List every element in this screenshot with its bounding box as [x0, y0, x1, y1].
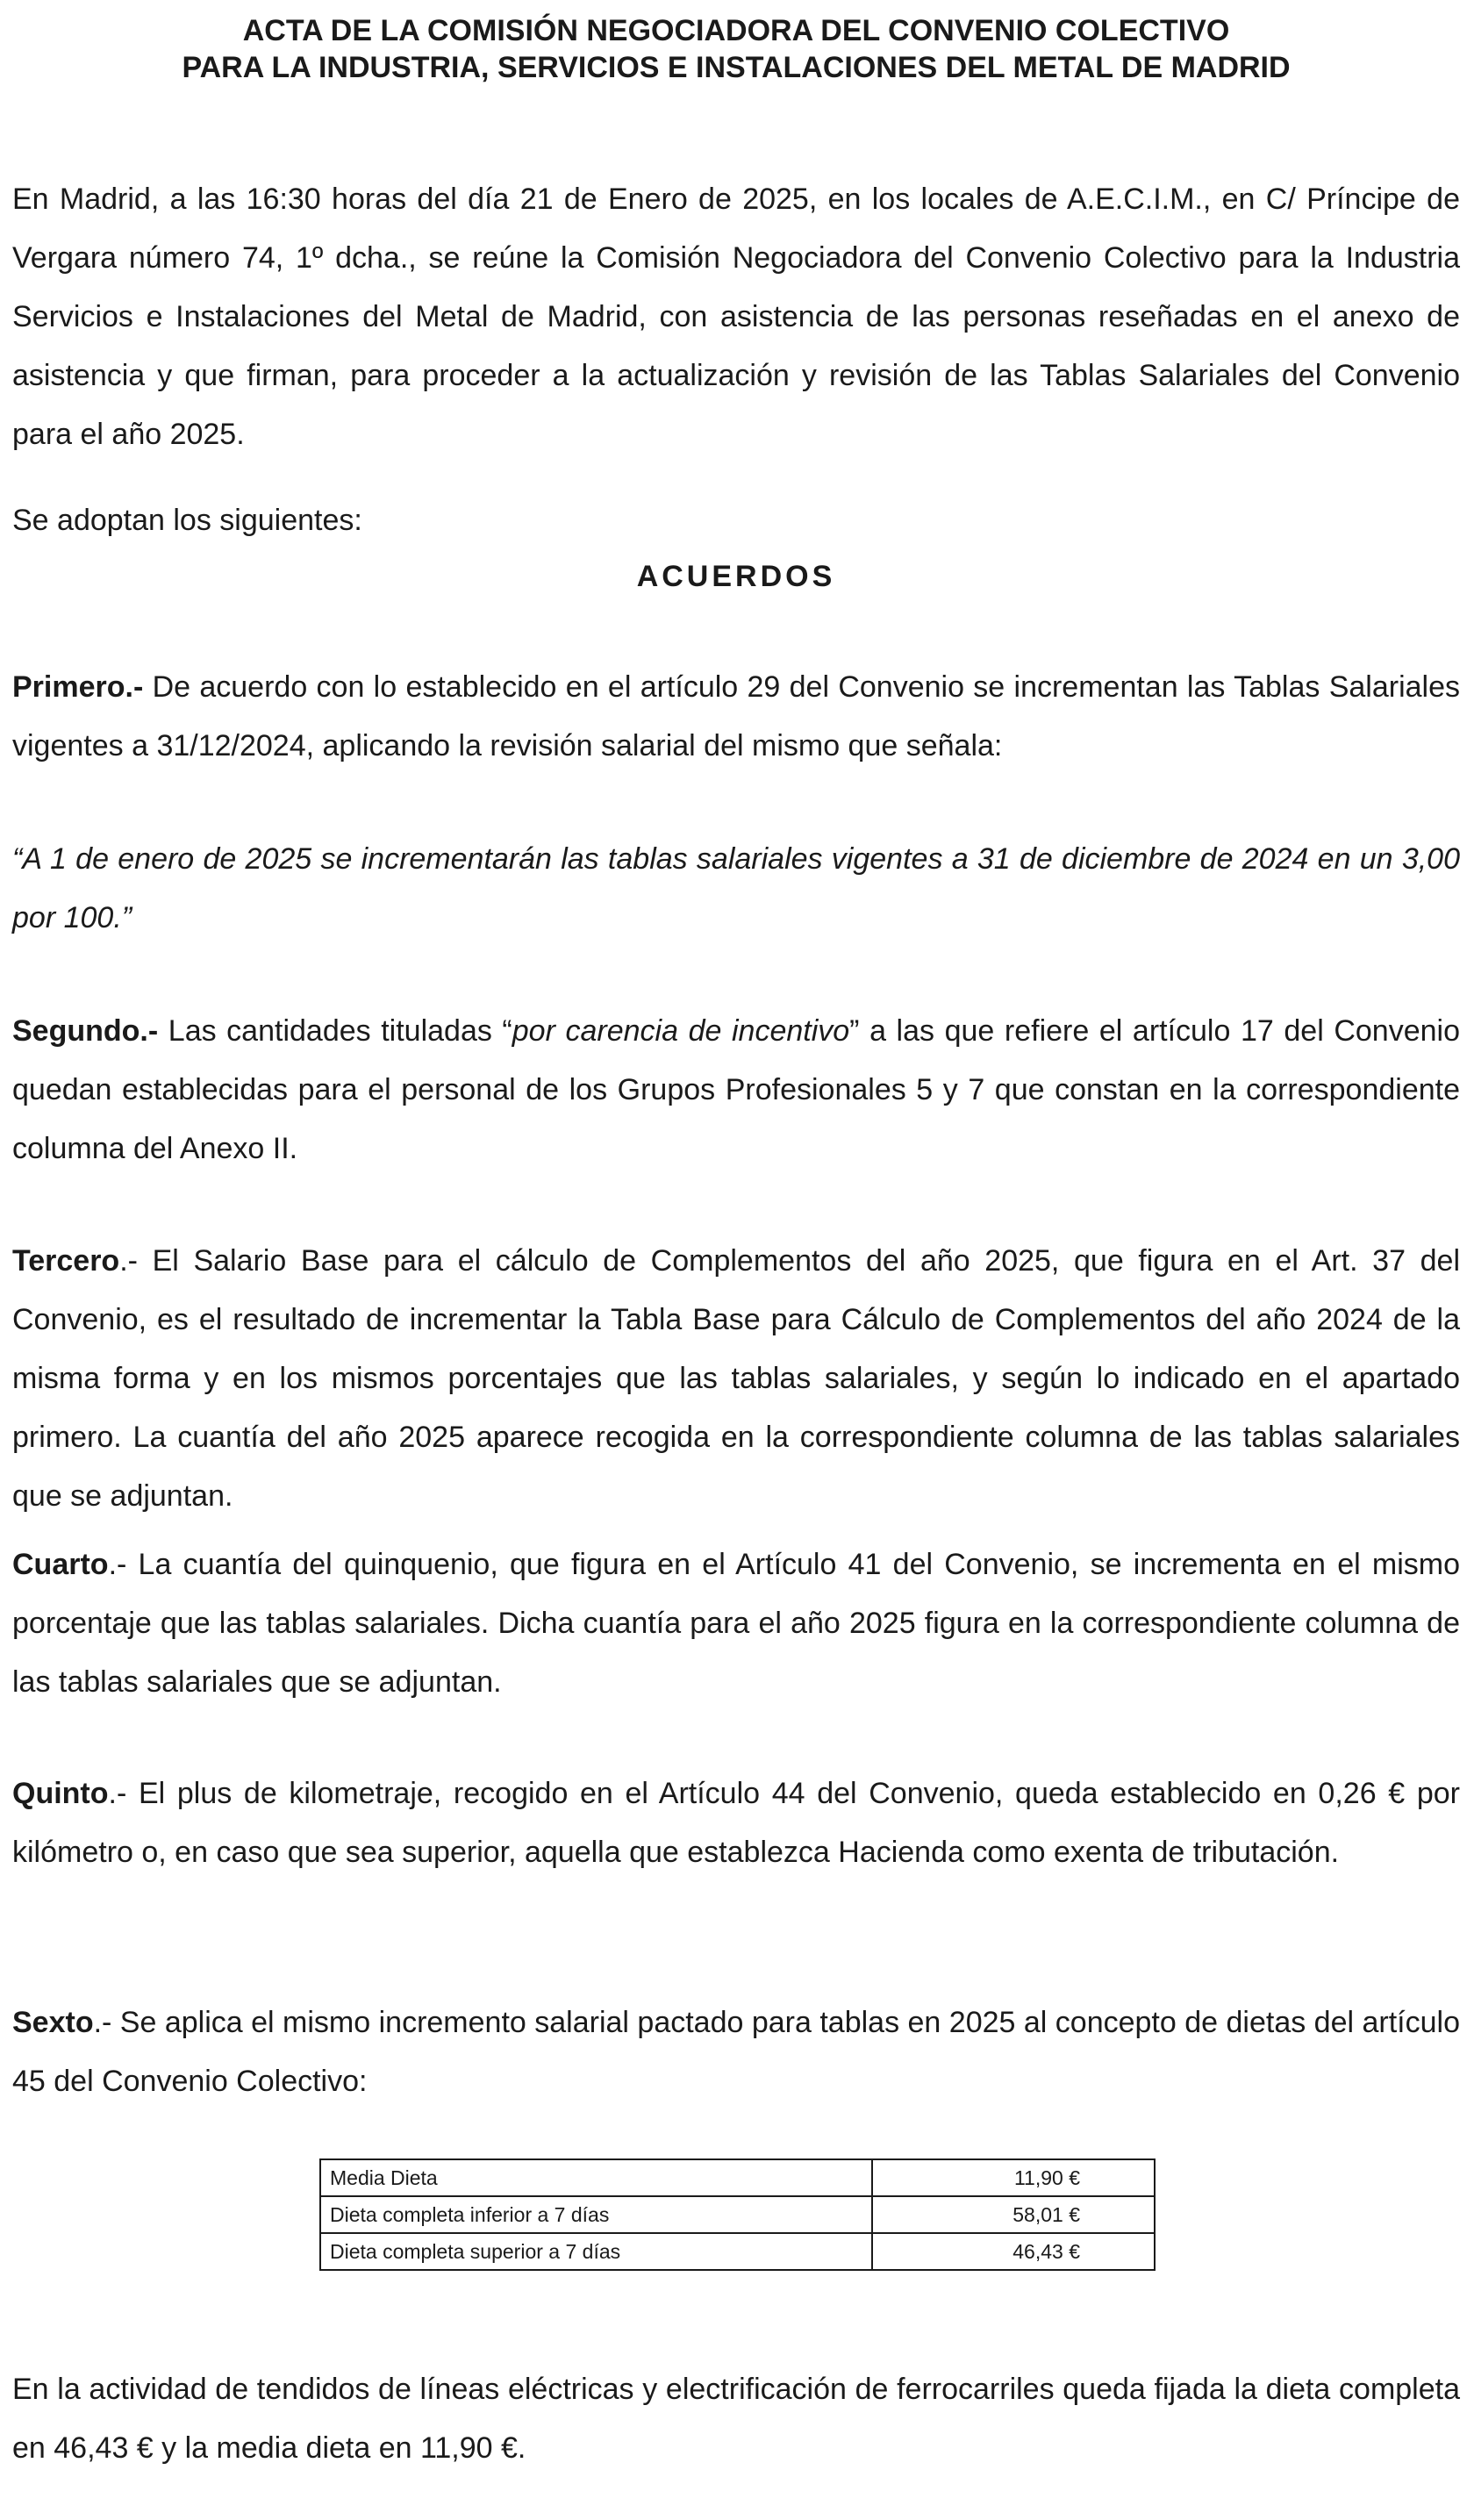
sexto-label: Sexto: [12, 2006, 94, 2039]
tercero-label: Tercero: [12, 1244, 120, 1278]
primero-text: De acuerdo con lo establecido en el artículo 29 del Convenio se incrementan las Tablas Salariales vigentes a 31/12/2024, aplicando la revisión salarial del mismo que señala:: [12, 670, 1460, 762]
dieta-concept: Media Dieta: [320, 2159, 872, 2196]
quote-paragraph: [12, 830, 1460, 948]
table-row: [320, 2196, 1155, 2233]
segundo-italic: por carencia de incentivo: [512, 1014, 850, 1048]
segundo-paragraph: [12, 1002, 1460, 1178]
dieta-amount: 58,01 €: [872, 2196, 1155, 2233]
quote-text: “A 1 de enero de 2025 se incrementarán las tablas salariales vigentes a 31 de diciembre de 2024 en un 3,00 por 100.”: [12, 842, 1460, 934]
table-row: [320, 2233, 1155, 2270]
cuarto-label: Cuarto: [12, 1548, 109, 1581]
primero-label: Primero.-: [12, 670, 144, 704]
cuarto-paragraph: [12, 1536, 1460, 1712]
title-line-1: ACTA DE LA COMISIÓN NEGOCIADORA DEL CONVENIO COLECTIVO: [242, 14, 1230, 47]
closing-paragraph: En la actividad de tendidos de líneas eléctricas y electrificación de ferrocarriles queda fijada la dieta completa en 46,43 € y la media dieta en 11,90 €.: [12, 2373, 1460, 2465]
primero-paragraph: [12, 658, 1460, 776]
segundo-text-a: Las cantidades tituladas “: [158, 1014, 512, 1048]
intro-paragraph: En Madrid, a las 16:30 horas del día 21 de Enero de 2025, en los locales de A.E.C.I.M., en C/ Príncipe de Vergara número 74, 1º dcha., se reúne la Comisión Negociadora del Convenio Colectivo para la Industria Servicios e Instalaciones del Metal de Madrid, con asistencia de las personas reseñadas en el anexo de asistencia y que firman, para proceder a la actualización y revisión de las Tablas Salariales del Convenio para el año 2025.: [12, 183, 1460, 451]
tercero-text: .- El Salario Base para el cálculo de Complementos del año 2025, que figura en el Art. 37 del Convenio, es el resultado de incrementar la Tabla Base para Cálculo de Complementos del año 2024 de la misma forma y en los mismos porcentajes que las tablas salariales, y según lo indicado en el apartado primero. La cuantía del año 2025 aparece recogida en la correspondiente columna de las tablas salariales que se adjuntan.: [12, 1244, 1460, 1513]
segundo-label: Segundo.-: [12, 1014, 159, 1048]
dieta-concept: Dieta completa inferior a 7 días: [320, 2196, 872, 2233]
segundo-text-b: ” a las que refiere el artículo 17 del Convenio quedan establecidas para el personal de los Grupos Profesionales 5 y 7 que constan en la correspondiente columna del Anexo II.: [12, 1014, 1460, 1165]
tercero-paragraph: [12, 1232, 1460, 1526]
document-page: [12, 0, 1460, 2465]
sexto-text: .- Se aplica el mismo incremento salarial pactado para tablas en 2025 al concepto de dietas del artículo 45 del Convenio Colectivo:: [12, 2006, 1460, 2098]
dieta-amount: 11,90 €: [872, 2159, 1155, 2196]
acuerdos-heading: ACUERDOS: [636, 560, 836, 593]
table-row: [320, 2159, 1155, 2196]
dietas-table: [319, 2158, 1156, 2271]
quinto-label: Quinto: [12, 1777, 109, 1810]
title-line-2: PARA LA INDUSTRIA, SERVICIOS E INSTALACIONES DEL METAL DE MADRID: [182, 51, 1291, 84]
quinto-text: .- El plus de kilometraje, recogido en el Artículo 44 del Convenio, queda establecido en 0,26 € por kilómetro o, en caso que sea superior, aquella que establezca Hacienda como exenta de tributación.: [12, 1777, 1460, 1869]
dieta-amount: 46,43 €: [872, 2233, 1155, 2270]
quinto-paragraph: [12, 1765, 1460, 1882]
sexto-paragraph: [12, 1994, 1460, 2111]
cuarto-text: .- La cuantía del quinquenio, que figura en el Artículo 41 del Convenio, se incrementa en el mismo porcentaje que las tablas salariales. Dicha cuantía para el año 2025 figura en la correspondiente columna de las tablas salariales que se adjuntan.: [12, 1548, 1460, 1699]
document-title: [12, 12, 1460, 86]
adopt-line: Se adoptan los siguientes:: [12, 504, 362, 537]
dieta-concept: Dieta completa superior a 7 días: [320, 2233, 872, 2270]
